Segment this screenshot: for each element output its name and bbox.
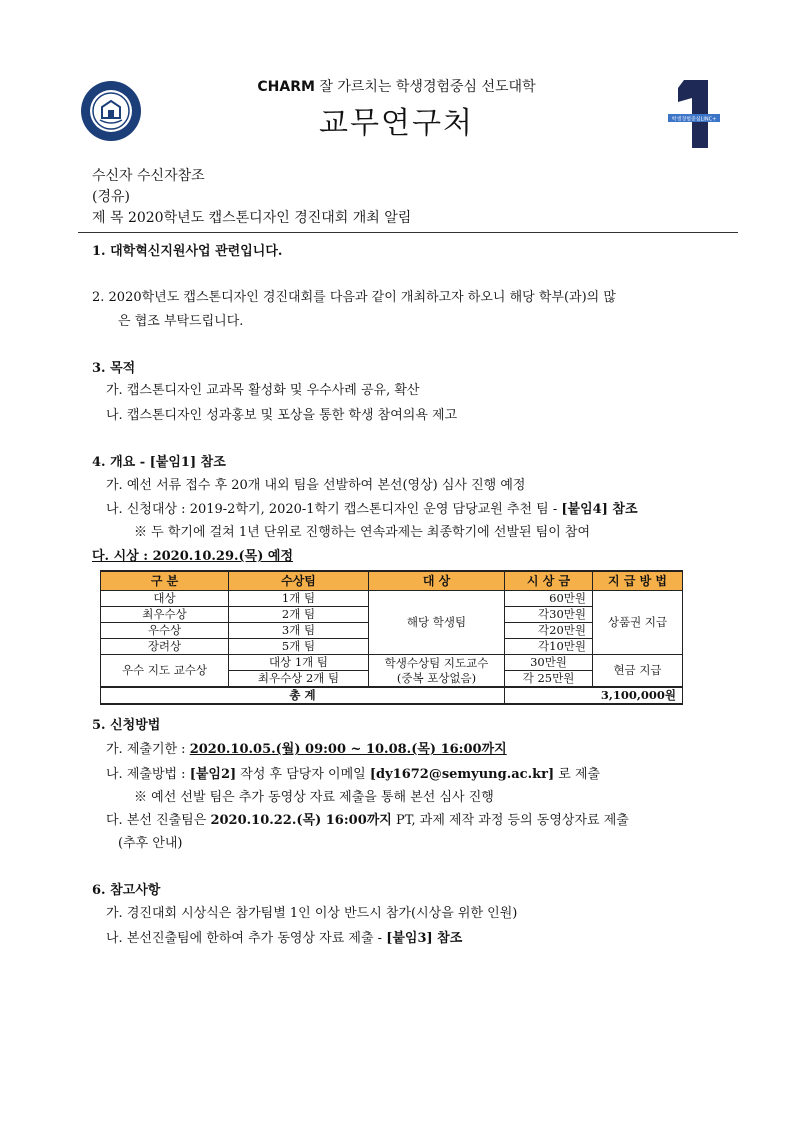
section-4-note: ※ 두 학기에 걸쳐 1년 단위로 진행하는 연속과제는 최종학기에 선발된 팀이 참여: [134, 525, 591, 540]
section-3-title: 3. 목적: [92, 361, 136, 376]
memo-header: [92, 166, 411, 229]
section-5-item-a: [106, 739, 507, 761]
table-row: [101, 655, 683, 671]
cell-teams: 3개 팀: [229, 623, 369, 639]
total-label: 총 계: [101, 687, 505, 704]
attachment-4-ref: [붙임4] 참조: [561, 502, 638, 517]
attachment-2-ref: [붙임2]: [189, 767, 237, 782]
section-4-item-b-text: 나. 신청대상 : 2019-2학기, 2020-1학기 캡스톤디자인 운영 담당교원 추천 팀 -: [106, 502, 562, 517]
header-category: 구 분: [101, 571, 229, 591]
award-table-header: [101, 571, 683, 591]
table-row: [101, 591, 683, 607]
deadline-value: 2020.10.05.(월) 09:00 ~ 10.08.(목) 16:00까지: [189, 742, 507, 757]
cell-category: 우수상: [101, 623, 229, 639]
subject-line: 제 목 2020학년도 캡스톤디자인 경진대회 개최 알림: [92, 210, 412, 226]
department-title: 교무연구처: [319, 106, 474, 141]
svg-text:학생경험중심LINC+: 학생경험중심LINC+: [671, 116, 717, 123]
method-text: 작성 후 담당자 이메일: [236, 767, 370, 782]
cell-advisor-payment: 현금 지급: [593, 655, 683, 688]
section-4-item-b: [106, 499, 638, 521]
method-label: 나. 제출방법 :: [106, 767, 190, 782]
header-divider: [78, 232, 738, 233]
cell-category: 최우수상: [101, 607, 229, 623]
section-2-line-2: 은 협조 부탁드립니다.: [118, 314, 244, 329]
cell-student-payment: 상품권 지급: [593, 591, 683, 655]
section-6-item-b: [106, 928, 462, 950]
cell-amount: 30만원: [505, 655, 593, 671]
award-table: [100, 570, 683, 705]
section-5-item-c-line-2: (추후 안내): [118, 836, 183, 851]
section-5-title: 5. 신청방법: [92, 718, 161, 733]
cell-amount: 각 25만원: [505, 671, 593, 688]
header-teams: 수상팀: [229, 571, 369, 591]
total-value: 3,100,000원: [505, 687, 683, 704]
cell-teams: 5개 팀: [229, 639, 369, 655]
recipient-line: 수신자 수신자참조: [92, 168, 205, 184]
cell-amount: 각10만원: [505, 639, 593, 655]
cell-amount: 각30만원: [505, 607, 593, 623]
attachment-3-ref: [붙임3] 참조: [386, 931, 463, 946]
cell-teams: 최우수상 2개 팀: [229, 671, 369, 688]
final-deadline: 2020.10.22.(목) 16:00까지: [210, 813, 392, 828]
section-5-item-b: [106, 764, 600, 786]
contact-email: [dy1672@semyung.ac.kr]: [369, 767, 555, 782]
section-6-item-b-text: 나. 본선진출팀에 한하여 추가 동영상 자료 제출 -: [106, 931, 387, 946]
method-suffix: 로 제출: [554, 767, 601, 782]
deadline-label: 가. 제출기한 :: [106, 742, 190, 757]
section-3-item-b: 나. 캡스톤디자인 성과홍보 및 포상을 통한 학생 참여의욕 제고: [106, 408, 458, 423]
header-target: 대 상: [369, 571, 505, 591]
cell-teams: 대상 1개 팀: [229, 655, 369, 671]
header-payment: 지 급 방 법: [593, 571, 683, 591]
cell-teams: 1개 팀: [229, 591, 369, 607]
section-5-note: ※ 예선 선발 팀은 추가 동영상 자료 제출을 통해 본선 심사 진행: [134, 790, 494, 805]
slogan-brand: CHARM: [257, 79, 315, 95]
advisor-target-line-1: 학생수상팀 지도교수: [384, 655, 489, 670]
linc-plus-logo: [668, 80, 720, 148]
cell-amount: 60만원: [505, 591, 593, 607]
cell-category: 장려상: [101, 639, 229, 655]
section-2-line-1: 2. 2020학년도 캡스톤디자인 경진대회를 다음과 같이 개최하고자 하오니 해당 학부(과)의 많: [92, 290, 616, 305]
cell-advisor-target: [369, 655, 505, 688]
via-line: (경유): [92, 189, 130, 205]
cell-amount: 각20만원: [505, 623, 593, 639]
advisor-target-line-2: (중복 포상없음): [396, 670, 477, 685]
cell-advisor-category: 우수 지도 교수상: [101, 655, 229, 688]
cell-category: 대상: [101, 591, 229, 607]
header-amount: 시 상 금: [505, 571, 593, 591]
section-6-item-a: 가. 경진대회 시상식은 참가팀별 1인 이상 반드시 참가(시상을 위한 인원): [106, 906, 518, 921]
cell-student-target: 해당 학생팀: [369, 591, 505, 655]
section-4-item-a: 가. 예선 서류 접수 후 20개 내외 팀을 선발하여 본선(영상) 심사 진행 예정: [106, 478, 526, 493]
section-4-title: 4. 개요 - [붙임1] 참조: [92, 455, 226, 470]
final-label: 다. 본선 진출팀은: [106, 813, 211, 828]
cell-teams: 2개 팀: [229, 607, 369, 623]
section-1: 1. 대학혁신지원사업 관련입니다.: [92, 244, 283, 259]
final-text: PT, 과제 제작 과정 등의 동영상자료 제출: [391, 813, 629, 828]
section-4-item-c: 다. 시상 : 2020.10.29.(목) 예정: [92, 549, 294, 564]
total-row: [101, 687, 683, 704]
section-6-title: 6. 참고사항: [92, 883, 161, 898]
section-5-item-c: [106, 810, 629, 832]
slogan-text: 잘 가르치는 학생경험중심 선도대학: [319, 79, 536, 95]
section-3-item-a: 가. 캡스톤디자인 교과목 활성화 및 우수사례 공유, 확산: [106, 383, 420, 398]
